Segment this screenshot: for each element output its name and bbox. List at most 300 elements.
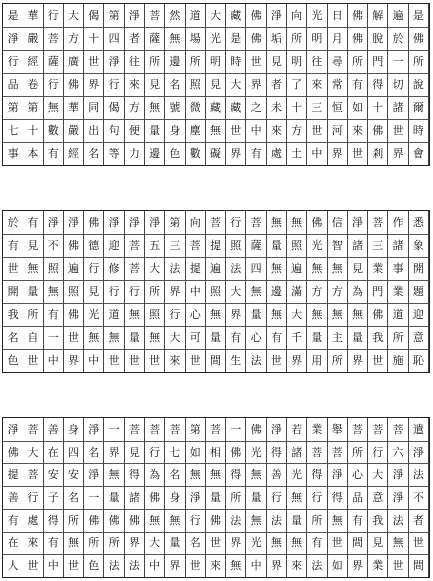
glyph-cell: 行 (27, 490, 39, 504)
glyph-cell: 諸 (392, 101, 404, 114)
glyph-cell: 我 (7, 308, 19, 321)
glyph-cell: 大 (169, 331, 181, 344)
glyph-cell: 量 (250, 490, 262, 504)
glyph-cell: 量 (351, 331, 363, 344)
glyph-cell: 處 (27, 513, 39, 527)
glyph-cell: 會 (412, 147, 424, 160)
text-column (287, 4, 307, 165)
glyph-cell: 光 (311, 239, 323, 252)
glyph-cell: 無 (230, 559, 242, 573)
glyph-cell: 淨 (331, 468, 343, 482)
glyph-cell: 諸 (392, 239, 404, 252)
glyph-cell: 明 (291, 55, 303, 68)
glyph-cell: 提 (189, 262, 201, 275)
glyph-cell: 所 (67, 513, 79, 527)
glyph-cell: 處 (270, 147, 282, 160)
text-column (64, 418, 84, 577)
glyph-cell: 量 (209, 490, 221, 504)
glyph-cell: 有 (27, 216, 39, 229)
text-column (23, 418, 43, 577)
glyph-cell: 十 (291, 101, 303, 114)
glyph-cell: 照 (189, 78, 201, 91)
text-column (206, 211, 226, 372)
glyph-cell: 世 (7, 262, 19, 275)
glyph-cell: 行 (270, 490, 282, 504)
glyph-cell: 有 (7, 239, 19, 252)
glyph-cell: 向 (291, 9, 303, 22)
text-column (145, 211, 165, 372)
glyph-cell: 界 (392, 147, 404, 160)
glyph-cell: 遍 (392, 9, 404, 22)
glyph-cell: 照 (47, 262, 59, 275)
text-column (125, 211, 145, 372)
glyph-cell: 無 (270, 262, 282, 275)
glyph-cell: 光 (291, 468, 303, 482)
glyph-cell: 意 (412, 331, 424, 344)
glyph-cell: 薩 (47, 55, 59, 68)
glyph-cell: 光 (311, 9, 323, 22)
glyph-cell: 照 (149, 308, 161, 321)
glyph-cell: 中 (47, 354, 59, 367)
glyph-cell: 方 (291, 124, 303, 137)
text-column (84, 418, 104, 577)
glyph-cell: 所 (149, 285, 161, 298)
glyph-cell: 明 (311, 32, 323, 45)
text-column (165, 4, 185, 165)
glyph-cell: 身 (67, 422, 79, 436)
glyph-cell: 所 (392, 331, 404, 344)
glyph-cell: 無 (291, 216, 303, 229)
text-column (328, 418, 348, 577)
glyph-cell: 者 (128, 32, 140, 45)
glyph-cell: 有 (351, 513, 363, 527)
glyph-cell: 見 (351, 262, 363, 275)
glyph-cell: 迎 (412, 308, 424, 321)
glyph-cell: 無 (108, 468, 120, 482)
glyph-cell: 經 (27, 55, 39, 68)
glyph-cell: 佛 (88, 513, 100, 527)
glyph-cell: 世 (331, 536, 343, 550)
glyph-cell: 淨 (7, 32, 19, 45)
glyph-cell: 界 (291, 354, 303, 367)
text-column (3, 418, 23, 577)
text-column (3, 211, 23, 372)
glyph-cell: 無 (149, 101, 161, 114)
glyph-cell: 垢 (270, 32, 282, 45)
glyph-cell: 心 (189, 308, 201, 321)
glyph-cell: 世 (149, 354, 161, 367)
glyph-cell: 行 (108, 285, 120, 298)
text-column (226, 4, 246, 165)
text-column (267, 4, 287, 165)
glyph-cell: 行 (189, 513, 201, 527)
glyph-cell: 四 (250, 262, 262, 275)
text-column (246, 4, 266, 165)
glyph-cell: 河 (331, 124, 343, 137)
text-column (84, 4, 104, 165)
glyph-cell: 無 (270, 536, 282, 550)
glyph-cell: 我 (372, 513, 384, 527)
glyph-cell: 作 (392, 216, 404, 229)
text-column (307, 4, 327, 165)
glyph-cell: 照 (291, 239, 303, 252)
glyph-cell: 三 (311, 101, 323, 114)
glyph-cell: 大 (209, 9, 221, 22)
glyph-cell: 遣 (412, 422, 424, 436)
glyph-cell: 薩 (250, 239, 262, 252)
glyph-cell: 剎 (372, 147, 384, 160)
glyph-cell: 大 (149, 262, 161, 275)
glyph-cell: 所 (311, 513, 323, 527)
text-column (307, 211, 327, 372)
section-gap-1 (0, 166, 433, 167)
glyph-cell: 無 (392, 536, 404, 550)
glyph-cell: 世 (412, 536, 424, 550)
glyph-cell: 界 (230, 308, 242, 321)
glyph-cell: 為 (149, 468, 161, 482)
glyph-cell: 心 (250, 331, 262, 344)
glyph-cell: 法 (412, 468, 424, 482)
glyph-cell: 菩 (149, 422, 161, 436)
glyph-cell: 淨 (351, 216, 363, 229)
glyph-cell: 向 (189, 216, 201, 229)
glyph-cell: 不 (47, 239, 59, 252)
glyph-cell: 見 (270, 55, 282, 68)
glyph-cell: 方 (128, 101, 140, 114)
glyph-cell: 是 (230, 32, 242, 45)
glyph-cell: 四 (108, 32, 120, 45)
glyph-cell: 行 (230, 216, 242, 229)
glyph-cell: 邊 (270, 285, 282, 298)
glyph-cell: 淨 (108, 55, 120, 68)
text-column (165, 418, 185, 577)
text-column (388, 4, 408, 165)
glyph-cell: 礙 (209, 147, 221, 160)
glyph-cell: 佛 (250, 9, 262, 22)
glyph-cell: 得 (230, 468, 242, 482)
text-column (206, 4, 226, 165)
glyph-cell: 無 (270, 216, 282, 229)
glyph-cell: 見 (128, 445, 140, 459)
glyph-cell: 悉 (412, 216, 424, 229)
glyph-cell: 偈 (108, 101, 120, 114)
text-column (409, 418, 429, 577)
glyph-cell: 行 (7, 55, 19, 68)
text-column (388, 418, 408, 577)
text-column (348, 211, 368, 372)
text-column (348, 4, 368, 165)
glyph-cell: 無 (311, 308, 323, 321)
glyph-cell: 行 (88, 262, 100, 275)
glyph-cell: 有 (7, 513, 19, 527)
glyph-cell: 無 (331, 308, 343, 321)
glyph-cell: 法 (392, 513, 404, 527)
glyph-cell: 世 (189, 354, 201, 367)
glyph-cell: 數 (189, 147, 201, 160)
glyph-cell: 事 (392, 262, 404, 275)
glyph-cell: 世 (230, 124, 242, 137)
glyph-cell: 菩 (47, 32, 59, 45)
glyph-cell: 第 (169, 216, 181, 229)
glyph-cell: 世 (108, 354, 120, 367)
glyph-cell: 無 (149, 331, 161, 344)
glyph-cell: 世 (27, 354, 39, 367)
glyph-cell: 如 (189, 445, 201, 459)
text-column (368, 418, 388, 577)
glyph-cell: 無 (189, 468, 201, 482)
glyph-cell: 業 (311, 422, 323, 436)
glyph-cell: 方 (67, 32, 79, 45)
glyph-cell: 法 (250, 354, 262, 367)
text-column (44, 211, 64, 372)
glyph-cell: 淨 (128, 9, 140, 22)
glyph-cell: 所 (88, 536, 100, 550)
glyph-cell: 五 (149, 239, 161, 252)
glyph-cell: 滿 (291, 285, 303, 298)
text-column (206, 418, 226, 577)
glyph-cell: 菩 (311, 445, 323, 459)
glyph-cell: 無 (169, 32, 181, 45)
glyph-cell: 淨 (270, 9, 282, 22)
text-column (186, 4, 206, 165)
glyph-cell: 偈 (88, 9, 100, 22)
glyph-cell: 得 (270, 445, 282, 459)
glyph-cell: 有 (47, 308, 59, 321)
glyph-cell: 解 (372, 9, 384, 22)
glyph-cell: 所 (291, 32, 303, 45)
glyph-cell: 了 (291, 78, 303, 91)
glyph-cell: 無 (331, 262, 343, 275)
glyph-cell: 世 (128, 354, 140, 367)
glyph-cell: 明 (209, 55, 221, 68)
glyph-cell: 遍 (209, 262, 221, 275)
glyph-cell: 界 (88, 78, 100, 91)
glyph-cell: 界 (270, 559, 282, 573)
glyph-cell: 便 (128, 124, 140, 137)
glyph-cell: 來 (128, 78, 140, 91)
glyph-cell: 自 (27, 331, 39, 344)
glyph-cell: 菩 (209, 422, 221, 436)
glyph-cell: 遍 (67, 262, 79, 275)
glyph-cell: 如 (331, 559, 343, 573)
text-column (3, 4, 23, 165)
glyph-cell: 菩 (27, 422, 39, 436)
glyph-cell: 行 (47, 9, 59, 22)
glyph-cell: 土 (291, 147, 303, 160)
text-column (186, 211, 206, 372)
glyph-cell: 事 (7, 147, 19, 160)
glyph-cell: 見 (88, 285, 100, 298)
glyph-cell: 菩 (189, 239, 201, 252)
text-column (125, 418, 145, 577)
glyph-cell: 法 (270, 513, 282, 527)
glyph-cell: 生 (230, 354, 242, 367)
glyph-cell: 無 (149, 513, 161, 527)
glyph-cell: 數 (47, 124, 59, 137)
text-column (307, 418, 327, 577)
glyph-cell: 微 (189, 101, 201, 114)
glyph-cell: 恥 (412, 354, 424, 367)
glyph-cell: 藏 (230, 9, 242, 22)
text-column (409, 4, 429, 165)
glyph-cell: 道 (108, 308, 120, 321)
glyph-cell: 常 (331, 78, 343, 91)
glyph-cell: 間 (209, 354, 221, 367)
glyph-cell: 業 (372, 262, 384, 275)
glyph-cell: 大 (149, 536, 161, 550)
text-column (44, 418, 64, 577)
glyph-cell: 所 (331, 354, 343, 367)
glyph-cell: 淨 (392, 468, 404, 482)
glyph-cell: 諸 (291, 445, 303, 459)
glyph-cell: 界 (250, 78, 262, 91)
glyph-cell: 佛 (351, 9, 363, 22)
text-block-3 (2, 417, 430, 578)
glyph-cell: 無 (291, 490, 303, 504)
glyph-cell: 佛 (108, 513, 120, 527)
glyph-cell: 見 (372, 536, 384, 550)
glyph-cell: 舉 (331, 422, 343, 436)
glyph-cell: 於 (392, 32, 404, 45)
glyph-cell: 說 (412, 78, 424, 91)
glyph-cell: 爾 (412, 101, 424, 114)
glyph-cell: 有 (311, 536, 323, 550)
glyph-cell: 無 (311, 262, 323, 275)
glyph-cell: 有 (230, 331, 242, 344)
glyph-cell: 德 (88, 239, 100, 252)
glyph-cell: 間 (351, 536, 363, 550)
glyph-cell: 大 (230, 285, 242, 298)
glyph-cell: 得 (372, 78, 384, 91)
glyph-cell: 一 (108, 422, 120, 436)
glyph-cell: 中 (250, 559, 262, 573)
text-column (64, 211, 84, 372)
glyph-cell: 光 (250, 445, 262, 459)
glyph-cell: 主 (331, 331, 343, 344)
glyph-cell: 佛 (149, 490, 161, 504)
glyph-cell: 號 (169, 101, 181, 114)
glyph-cell: 第 (108, 9, 120, 22)
glyph-cell: 世 (270, 354, 282, 367)
glyph-cell: 世 (392, 124, 404, 137)
glyph-cell: 七 (7, 124, 19, 137)
glyph-cell: 菩 (128, 239, 140, 252)
glyph-cell: 量 (149, 124, 161, 137)
text-column (104, 418, 124, 577)
glyph-cell: 等 (108, 147, 120, 160)
text-column (267, 211, 287, 372)
glyph-cell: 法 (230, 513, 242, 527)
glyph-cell: 量 (270, 239, 282, 252)
glyph-cell: 日 (331, 9, 343, 22)
glyph-cell: 菩 (149, 9, 161, 22)
glyph-cell: 量 (128, 331, 140, 344)
glyph-cell: 名 (7, 331, 19, 344)
glyph-cell: 六 (392, 445, 404, 459)
glyph-cell: 菩 (351, 422, 363, 436)
glyph-cell: 子 (47, 490, 59, 504)
glyph-cell: 品 (351, 490, 363, 504)
glyph-cell: 法 (230, 262, 242, 275)
glyph-cell: 所 (412, 55, 424, 68)
glyph-cell: 門 (372, 285, 384, 298)
glyph-cell: 安 (67, 468, 79, 482)
glyph-cell: 界 (169, 285, 181, 298)
glyph-cell: 法 (108, 559, 120, 573)
text-column (44, 4, 64, 165)
glyph-cell: 量 (209, 331, 221, 344)
text-column (125, 4, 145, 165)
glyph-cell: 中 (189, 285, 201, 298)
glyph-cell: 世 (372, 354, 384, 367)
glyph-cell: 無 (291, 536, 303, 550)
glyph-cell: 量 (169, 536, 181, 550)
glyph-cell: 光 (250, 536, 262, 550)
glyph-cell: 卷 (27, 78, 39, 91)
glyph-cell: 所 (27, 308, 39, 321)
glyph-cell: 無 (250, 513, 262, 527)
glyph-cell: 第 (27, 101, 39, 114)
glyph-cell: 一 (230, 422, 242, 436)
glyph-cell: 所 (149, 55, 161, 68)
glyph-cell: 淨 (108, 216, 120, 229)
glyph-cell: 我 (372, 331, 384, 344)
glyph-cell: 菩 (372, 216, 384, 229)
glyph-cell: 大 (291, 308, 303, 321)
glyph-cell: 行 (169, 308, 181, 321)
glyph-cell: 淨 (67, 216, 79, 229)
glyph-cell: 切 (392, 78, 404, 91)
glyph-cell: 世 (250, 55, 262, 68)
glyph-cell: 恒 (331, 101, 343, 114)
glyph-cell: 不 (412, 490, 424, 504)
glyph-cell: 行 (372, 445, 384, 459)
glyph-cell: 若 (291, 422, 303, 436)
glyph-cell: 照 (67, 285, 79, 298)
glyph-cell: 善 (270, 468, 282, 482)
glyph-cell: 佛 (67, 308, 79, 321)
text-block-2 (2, 210, 430, 373)
glyph-cell: 淨 (392, 490, 404, 504)
glyph-cell: 佛 (412, 32, 424, 45)
glyph-cell: 無 (209, 124, 221, 137)
glyph-cell: 菩 (372, 422, 384, 436)
glyph-cell: 佛 (128, 513, 140, 527)
glyph-cell: 量 (108, 490, 120, 504)
glyph-cell: 無 (270, 308, 282, 321)
glyph-cell: 題 (412, 285, 424, 298)
text-column (145, 418, 165, 577)
glyph-cell: 在 (7, 536, 19, 550)
glyph-cell: 佛 (351, 32, 363, 45)
glyph-cell: 界 (230, 536, 242, 550)
glyph-cell: 量 (27, 285, 39, 298)
glyph-cell: 一 (88, 490, 100, 504)
glyph-cell: 道 (392, 308, 404, 321)
glyph-cell: 名 (189, 536, 201, 550)
text-column (145, 4, 165, 165)
glyph-cell: 開 (7, 285, 19, 298)
glyph-cell: 然 (169, 9, 181, 22)
glyph-cell: 第 (189, 422, 201, 436)
glyph-cell: 如 (351, 101, 363, 114)
text-column (328, 211, 348, 372)
glyph-cell: 心 (351, 468, 363, 482)
glyph-cell: 有 (270, 331, 282, 344)
text-column (226, 211, 246, 372)
text-column (84, 211, 104, 372)
glyph-cell: 十 (88, 32, 100, 45)
